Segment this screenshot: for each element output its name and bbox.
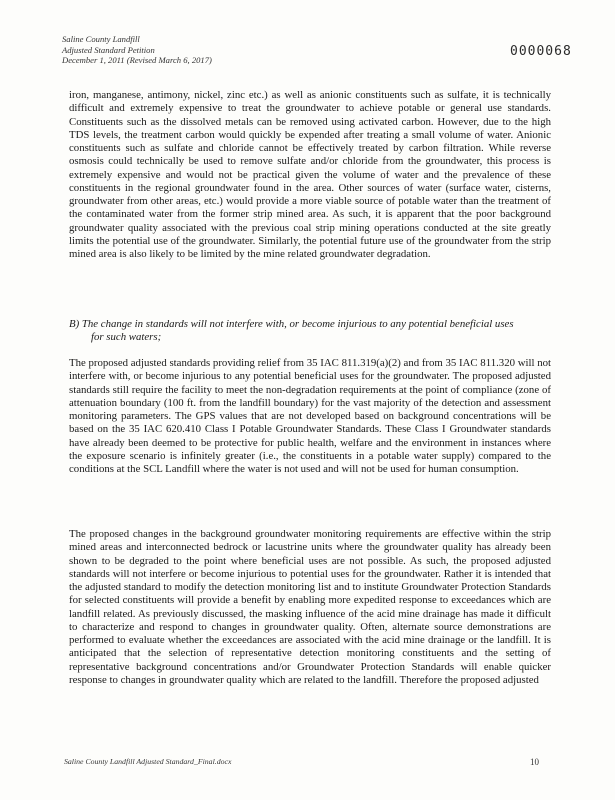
- body-paragraph-1-container: [69, 89, 551, 277]
- section-heading-b-line-2: for such waters;: [91, 331, 162, 344]
- document-header: [62, 34, 212, 66]
- body-paragraph-1: iron, manganese, antimony, nickel, zinc etc.) as well as anionic constituents such as sulfate, it is technically difficult and extremely expensive to treat the groundwater to achieve potable or general use standards. Constituents such as the dissolved metals can be removed using activated carbon. However, due to the high TDS levels, the treatment carbon would quickly be expended after treating a small volume of water. Anionic constituents such as sulfate and chloride cannot be effectively treated by carbon filtration. While reverse osmosis could technically be used to remove sulfate and/or chloride from the groundwater, this process is extremely expensive and would not be practical given the volume of water and the prevalence of these constituents in the regional groundwater found in the area. Other sources of water (surface water, cisterns, groundwater from other areas, etc.) would provide a more viable source of potable water than the treatment of the contaminated water from the former strip mined area. As such, it is apparent that the poor background groundwater quality associated with the previous coal strip mining operations conducted at the site greatly limits the potential use of the groundwater. Similarly, the potential future use of the groundwater from the strip mined area is also likely to be limited by the mine related groundwater degradation.: [69, 89, 551, 260]
- header-line-3: December 1, 2011 (Revised March 6, 2017): [62, 55, 212, 65]
- footer-page-number: 10: [530, 757, 539, 767]
- section-heading-b-line-1: B) The change in standards will not interfere with, or become injurious to any potential beneficial uses: [69, 318, 514, 330]
- header-line-2: Adjusted Standard Petition: [62, 44, 155, 55]
- header-line-1: Saline County Landfill: [62, 34, 140, 44]
- body-paragraph-3: The proposed changes in the background groundwater monitoring requirements are effective within the strip mined areas and interconnected bedrock or lacustrine units where the groundwater quality has already been shown to be degraded to the point where beneficial uses are not possible. As such, the proposed adjusted standards will not interfere or become injurious to potential uses for the groundwater. Rather it is intended that the adjusted standard to modify the detection monitoring list and to institute Groundwater Protection Standards for selected constituents will provide a benefit by enabling more expedited response to exceedances which are landfill related. As previously discussed, the masking influence of the acid mine drainage has made it difficult to characterize and respond to changes in groundwater quality. Often, alternate source demonstrations are performed to evaluate whether the exceedances are associated with the acid mine drainage or the landfill. It is anticipated that the selection of representative detection monitoring constituents and the setting of representative background concentrations and/or Groundwater Protection Standards will enable quicker response to changes in groundwater quality which are related to the landfill. Therefore the proposed adjusted: [69, 528, 551, 686]
- bates-number: 0000068: [510, 44, 572, 59]
- body-paragraph-2: The proposed adjusted standards providing relief from 35 IAC 811.319(a)(2) and from 35 IAC 811.320 will not interfere with, or become injurious to any potential beneficial uses for the groundwater. The proposed adjusted standards still require the facility to meet the non-degradation requirements at the point of compliance (zone of attenuation boundary (100 ft. from the landfill boundary) for the vast majority of the detection and assessment monitoring parameters. The GPS values that are not developed based on background concentrations will be based on the 35 IAC 620.410 Class I Potable Groundwater Standards. These Class I Groundwater standards have already been deemed to be protective for public health, welfare and the environment in instances where the exposure scenario is infinitely greater (i.e., the constituents in a potable water supply) compared to the conditions at the SCL Landfill where the water is not used and will not be used for human consumption.: [69, 357, 551, 475]
- section-heading-b: [69, 318, 551, 345]
- footer-filename: Saline County Landfill Adjusted Standard_Final.docx: [64, 757, 232, 766]
